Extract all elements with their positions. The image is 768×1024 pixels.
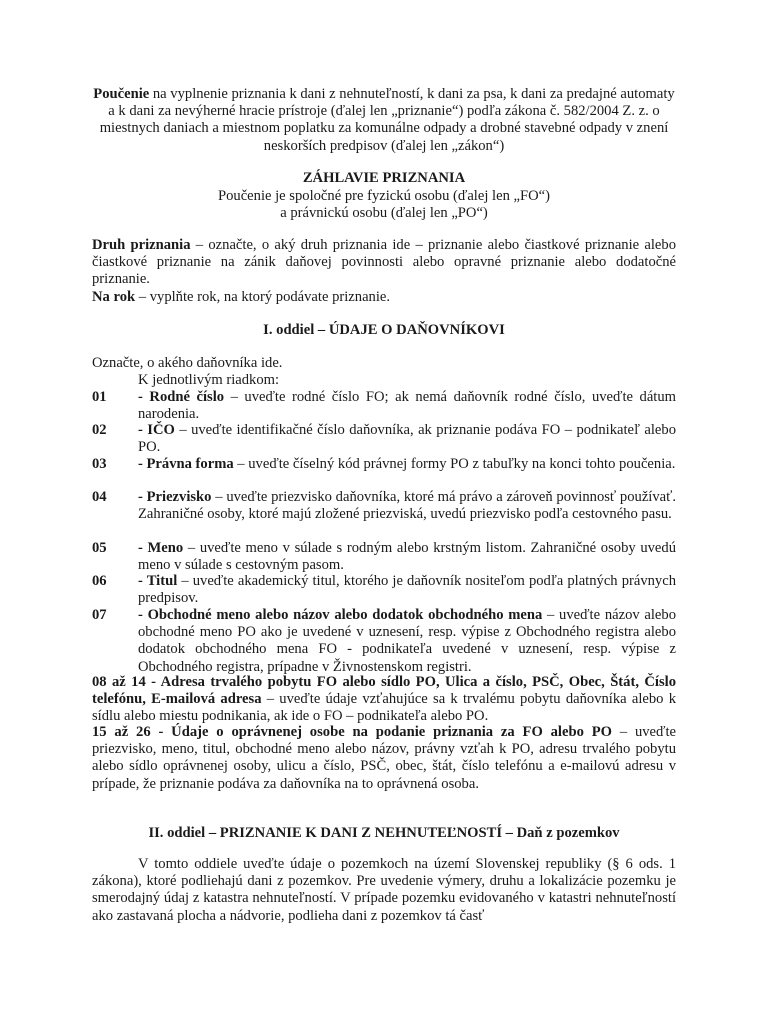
row-number: 08 až 14 - xyxy=(92,674,157,690)
row-number: 05 xyxy=(92,540,107,556)
row-item xyxy=(92,607,676,676)
row-item-15-26 xyxy=(92,724,676,793)
row-number: 01 xyxy=(92,389,107,405)
intro-text: na vyplnenie priznania k dani z nehnuteľností, k dani za psa, k dani za predajné automaty a k dani za nevýherné hracie prístroje (ďalej len „priznanie“) podľa zákona č. 582/2004 Z. z. o miestnych daniach a miestnom poplatku za komunálne odpady a drobné stavebné odpady v znení neskorších predpisov (ďalej len „zákon“) xyxy=(99,86,675,154)
row-label: Adresa trvalého pobytu FO alebo sídlo PO, Ulica a číslo, PSČ, Obec, Štát, Číslo telefónu, E-mailová adresa xyxy=(92,674,676,708)
row-label: - Právna forma xyxy=(138,456,234,472)
row-label: - Rodné číslo xyxy=(138,389,225,405)
narok-text: – vyplňte rok, na ktorý podávate priznanie. xyxy=(135,289,391,305)
row-item xyxy=(92,540,676,574)
section2-text: V tomto oddiele uveďte údaje o pozemkoch na území Slovenskej republiky (§ 6 ods. 1 zákona), ktoré podliehajú dani z pozemkov. Pre uvedenie výmery, druhu a lokalizácie pozemku je smerodajný údaj z katastra nehnuteľností. V prípade pozemku evidovaného v katastri nehnuteľností ako zastavaná plocha a nádvorie, podlieha dani z pozemkov tá časť xyxy=(92,856,676,924)
zahlavie-subtitle xyxy=(92,188,676,222)
row-item xyxy=(92,389,676,423)
row-item xyxy=(92,573,676,607)
row-label: Údaje o oprávnenej osobe na podanie priznania za FO alebo PO xyxy=(163,724,612,740)
row-number: 15 až 26 - xyxy=(92,724,164,740)
row-text: – uveďte údaje vzťahujúce sa k trvalému pobytu daňovníka alebo k sídlu alebo miestu podnikania, ak ide o FO – podnikateľa alebo PO. xyxy=(92,691,676,725)
row-text: – uveďte priezvisko, meno, titul, obchodné meno alebo názov, právny vzťah k PO, adresu trvalého pobytu alebo sídlo oprávnenej osoby, ulicu a číslo, PSČ, obec, štát, číslo telefónu a e-mailovú adresu v prípade, že priznanie podáva za daňovníka na to oprávnená osoba. xyxy=(92,724,676,792)
section1-oznacte: Označte, o akého daňovníka ide. xyxy=(92,355,283,371)
row-number: 06 xyxy=(92,573,107,589)
row-number: 04 xyxy=(92,489,107,505)
intro-paragraph xyxy=(92,86,676,155)
druh-text: – označte, o aký druh priznania ide – priznanie alebo čiastkové priznanie alebo čiastkové priznanie na zánik daňovej povinnosti alebo opravné priznanie alebo dodatočné priznanie. xyxy=(92,237,676,288)
row-item xyxy=(92,456,676,473)
row-text: – uveďte názov alebo obchodné meno PO ako je uvedené v uznesení, resp. výpise z Obchodného registra alebo dodatok obchodného mena FO - podnikateľa uvedené v uznesení, resp. výpise z Obchodného registra, prípadne v Živnostenskom registri. xyxy=(138,607,676,675)
druh-priznania-paragraph xyxy=(92,237,676,289)
row-label: - IČO xyxy=(138,422,175,438)
row-label: - Priezvisko xyxy=(138,489,212,505)
section1-title: I. oddiel – ÚDAJE O DAŇOVNÍKOVI xyxy=(263,322,505,338)
row-text: – uveďte meno v súlade s rodným alebo krstným listom. Zahraničné osoby uvedú meno v súlade s cestovným pasom. xyxy=(138,540,676,574)
row-text: – uveďte priezvisko daňovníka, ktoré má právo a zároveň povinnosť používať. Zahraničné osoby, ktoré majú zložené priezviská, uvedú priezvisko podľa cestovného pasu. xyxy=(138,489,677,523)
narok-label: Na rok xyxy=(92,289,136,305)
section2-title: II. oddiel – PRIZNANIE K DANI Z NEHNUTEĽNOSTÍ – Daň z pozemkov xyxy=(148,825,620,841)
row-text: – uveďte rodné číslo FO; ak nemá daňovník rodné číslo, uveďte dátum narodenia. xyxy=(138,389,676,423)
zahlavie-title: ZÁHLAVIE PRIZNANIA xyxy=(302,170,466,186)
intro-bold: Poučenie xyxy=(93,86,150,102)
section1-k-jednotlivym: K jednotlivým riadkom: xyxy=(138,372,280,388)
row-number: 07 xyxy=(92,607,107,623)
na-rok-paragraph xyxy=(92,289,676,306)
row-label: - Obchodné meno alebo názov alebo dodatok obchodného mena xyxy=(138,607,543,623)
row-number: 03 xyxy=(92,456,107,472)
zahlavie-line1: Poučenie je spoločné pre fyzickú osobu (ďalej len „FO“) xyxy=(217,188,550,204)
row-number: 02 xyxy=(92,422,107,438)
row-text: – uveďte číselný kód právnej formy PO z tabuľky na konci tohto poučenia. xyxy=(233,456,676,472)
row-item xyxy=(92,422,676,456)
row-item xyxy=(92,489,676,523)
section2-paragraph xyxy=(92,856,676,925)
druh-label: Druh priznania xyxy=(92,237,191,253)
row-label: - Titul xyxy=(138,573,178,589)
zahlavie-line2: a právnickú osobu (ďalej len „PO“) xyxy=(280,205,488,222)
row-text: – uveďte identifikačné číslo daňovníka, ak priznanie podáva FO – podnikateľ alebo PO. xyxy=(138,422,676,456)
row-text: – uveďte akademický titul, ktorého je daňovník nositeľom podľa platných právnych predpisov. xyxy=(138,573,676,607)
row-label: - Meno xyxy=(138,540,184,556)
row-item-08-14 xyxy=(92,674,676,726)
